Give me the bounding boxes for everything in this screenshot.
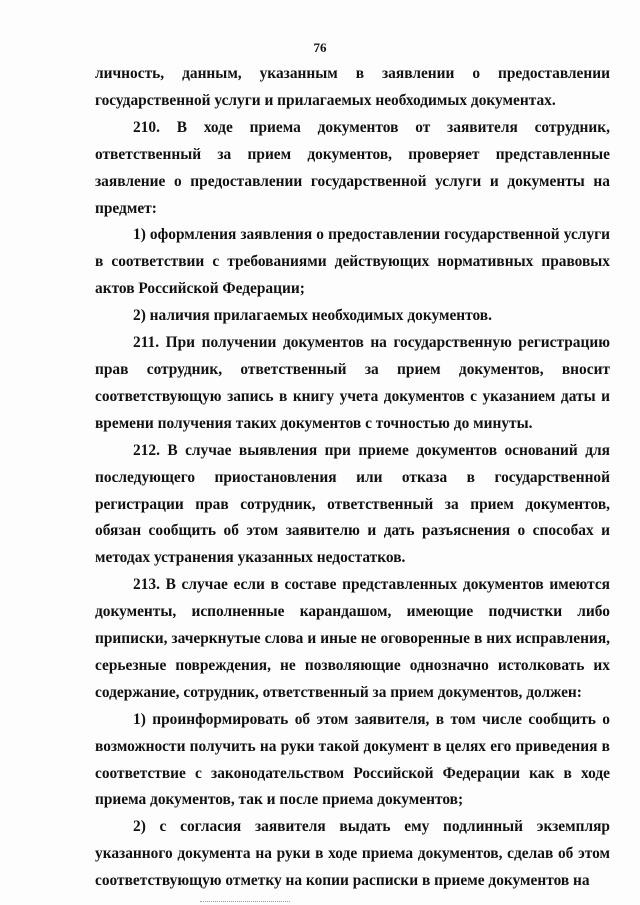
paragraph-continuation: личность, данным, указанным в заявлении о предоставлении государственной услуги и прилагаемых необходимых документах. [95, 65, 610, 109]
paragraph-210-item-1: 1) оформления заявления о предоставлении государственной услуги в соответствии с требованиями действующих нормативных правовых актов Российской Федерации; [95, 226, 610, 298]
paragraph-210-item-2: 2) наличия прилагаемых необходимых документов. [133, 307, 492, 325]
document-body [95, 61, 610, 895]
paragraph-213: 213. В случае если в составе представленных документов имеются документы, исполненные карандашом, имеющие подчистки либо приписки, зачеркнутые слова и иные не оговоренные в них исправления, серьезные повреждения, не позволяющие однозначно истолковать их содержание, сотрудник, ответственный за прием документов, должен: [95, 576, 610, 701]
page-number: 76 [313, 40, 327, 55]
paragraph-210: 210. В ходе приема документов от заявителя сотрудник, ответственный за прием документов, проверяет представленные заявление о предоставлении государственной услуги и документы на предмет: [95, 118, 610, 217]
paragraph-212: 212. В случае выявления при приеме документов оснований для последующего приостановления или отказа в государственной регистрации прав сотрудник, ответственный за прием документов, обязан сообщить об этом заявителю и дать разъяснения о способах и методах устранения указанных недостатков. [95, 441, 610, 567]
paragraph-213-item-1: 1) проинформировать об этом заявителя, в том числе сообщить о возможности получить на руки такой документ в целях его приведения в соответствие с законодательством Российской Федерации как в ходе приема документов, так и после приема документов; [95, 710, 610, 809]
paragraph-211: 211. При получении документов на государственную регистрацию прав сотрудник, ответственный за прием документов, вносит соответствующую запись в книгу учета документов с указанием даты и времени получения таких документов с точностью до минуты. [95, 334, 610, 432]
paragraph-213-item-2: 2) с согласия заявителя выдать ему подлинный экземпляр указанного документа на руки в ходе приема документов, сделав об этом соответствующую отметку на копии расписки в приеме документов на [95, 818, 610, 890]
scan-artifact [200, 901, 290, 903]
